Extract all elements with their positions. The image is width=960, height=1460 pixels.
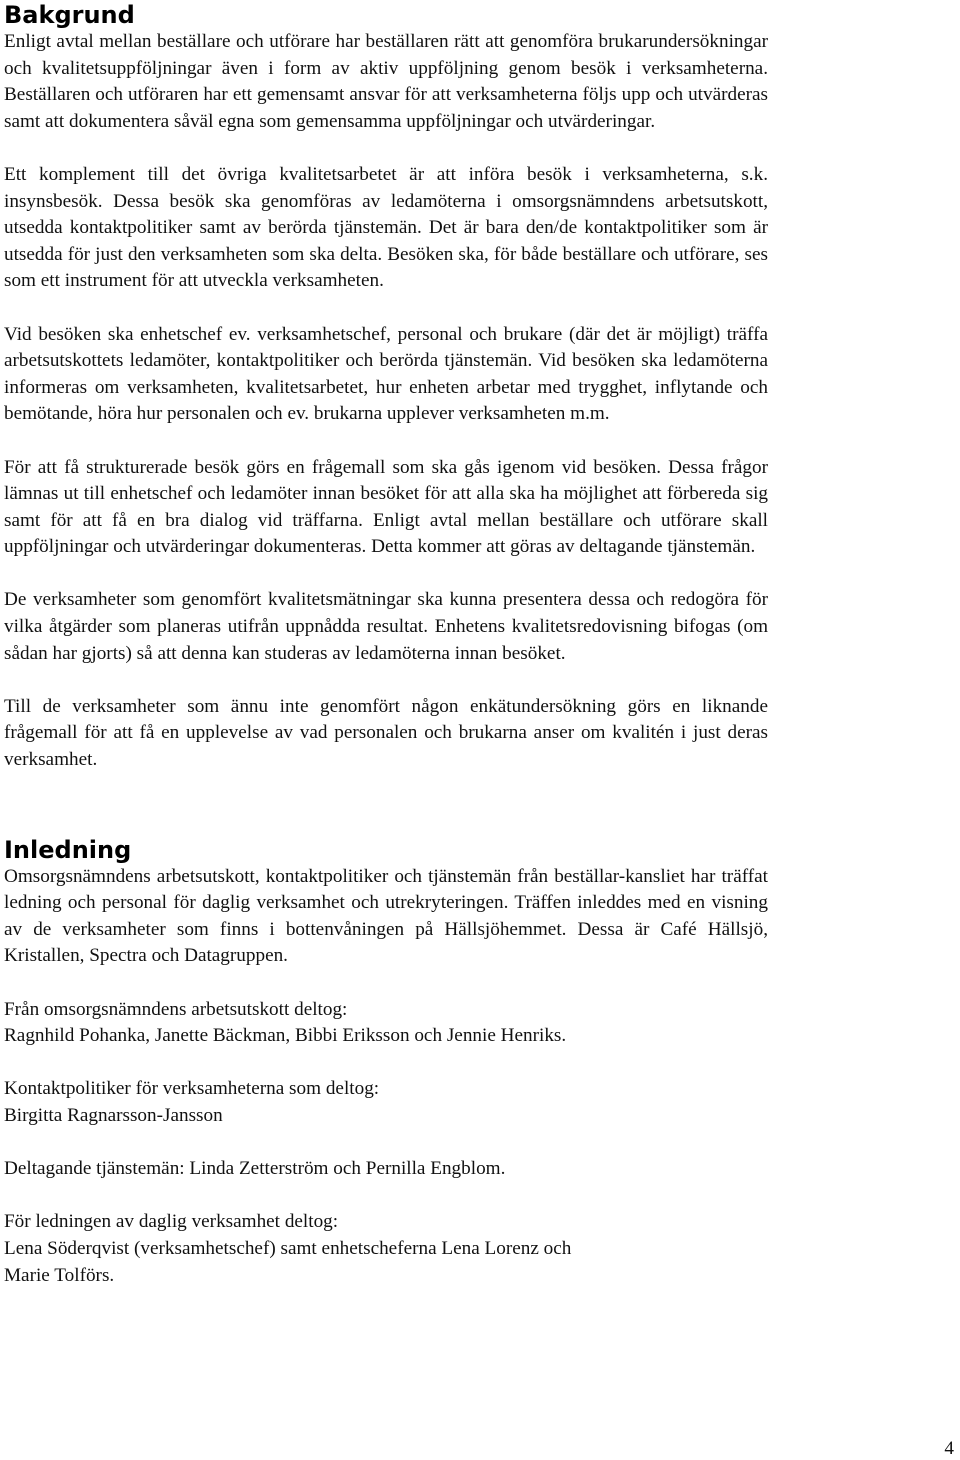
section-heading-inledning: Inledning (4, 835, 132, 864)
participants-tjansteman: Deltagande tjänstemän: Linda Zetterström och Pernilla Engblom. (4, 1158, 506, 1180)
document-page (4, 0, 768, 1316)
page-number: 4 (944, 1438, 954, 1459)
participants-kontaktpolitiker (4, 1076, 768, 1129)
paragraph-kvalitetsmatningar: De verksamheter som genomfört kvalitetsmätningar ska kunna presentera dessa och redogöra för vilka åtgärder som planeras utifrån uppnådda resultat. Enhetens kvalitetsredovisning bifogas (om sådan har gjorts) så att denna kan studeras av ledamöterna innan besöket. (4, 589, 768, 664)
paragraph-fragemall: För att få strukturerade besök görs en frågemall som ska gås igenom vid besöken. Dessa frågor lämnas ut till enhetschef och ledamöter innan besöket för att alla ska ha möjlighet att förbereda sig samt för att få en bra dialog vid träffarna. Enligt avtal mellan beställare och utförare skall uppföljningar och utvärderingar dokumenteras. Detta kommer att göras av deltagande tjänstemän. (4, 456, 768, 558)
participants-kp-label: Kontaktpolitiker för verksamheterna som deltog: (4, 1078, 380, 1100)
participants-kp-names: Birgitta Ragnarsson-Jansson (4, 1104, 223, 1126)
paragraph-vid-besoken: Vid besöken ska enhetschef ev. verksamhetschef, personal och brukare (där det är möjligt) träffa arbetsutskottets ledamöter, kontaktpolitiker och berörda tjänstemän. Vid besöken ska ledamöterna informeras om verksamheten, kvalitetsarbetet, hur enheten arbetar med trygghet, inflytande och bemötande, höra hur personalen och ev. brukarna upplever verksamheten m.m. (4, 323, 768, 425)
participants-mgmt-names-2: Marie Tolförs. (4, 1264, 115, 1286)
participants-ledning (4, 1209, 768, 1289)
participants-au-names: Ragnhild Pohanka, Janette Bäckman, Bibbi Eriksson och Jennie Henriks. (4, 1025, 567, 1047)
paragraph-avtal: Enligt avtal mellan beställare och utförare har beställaren rätt att genomföra brukarundersökningar och kvalitetsuppföljningar även i form av aktiv uppföljning genom besök i verksamheterna. Beställaren och utföraren har ett gemensamt ansvar för att verksamheterna följs upp och utvärderas samt att dokumentera såväl egna som gemensamma uppföljningar och utvärderingar. (4, 31, 768, 132)
paragraph-inledning: Omsorgsnämndens arbetsutskott, kontaktpolitiker och tjänstemän från beställar-kansliet har träffat ledning och personal för daglig verksamhet och utrekryteringen. Träffen inleddes med en visning av de verksamheter som finns i bottenvåningen på Hällsjöhemmet. Dessa är Café Hällsjö, Kristallen, Spectra och Datagruppen. (4, 865, 768, 967)
participants-mgmt-label: För ledningen av daglig verksamhet deltog: (4, 1211, 339, 1233)
participants-au (4, 997, 768, 1050)
participants-au-label: Från omsorgsnämndens arbetsutskott deltog: (4, 998, 348, 1020)
paragraph-komplement: Ett komplement till det övriga kvalitetsarbetet är att införa besök i verksamheterna, s.k. insynsbesök. Dessa besök ska genomföras av ledamöterna i omsorgsnämndens arbetsutskott, utsedda kontaktpolitiker samt av berörda tjänstemän. Det är bara den/de kontaktpolitiker som är utsedda för just den verksamheten som ska delta. Besöken ska, för både beställare och utförare, ses som ett instrument för att utveckla verksamheten. (4, 163, 768, 292)
participants-mgmt-names-1: Lena Söderqvist (verksamhetschef) samt enhetscheferna Lena Lorenz och (4, 1237, 572, 1259)
paragraph-enkatundersokning: Till de verksamheter som ännu inte genomfört någon enkätundersökning görs en liknande frågemall för att få en upplevelse av vad personalen och brukarna anser om kvalitén i just deras verksamhet. (4, 695, 768, 771)
section-heading-bakgrund: Bakgrund (4, 1, 135, 29)
